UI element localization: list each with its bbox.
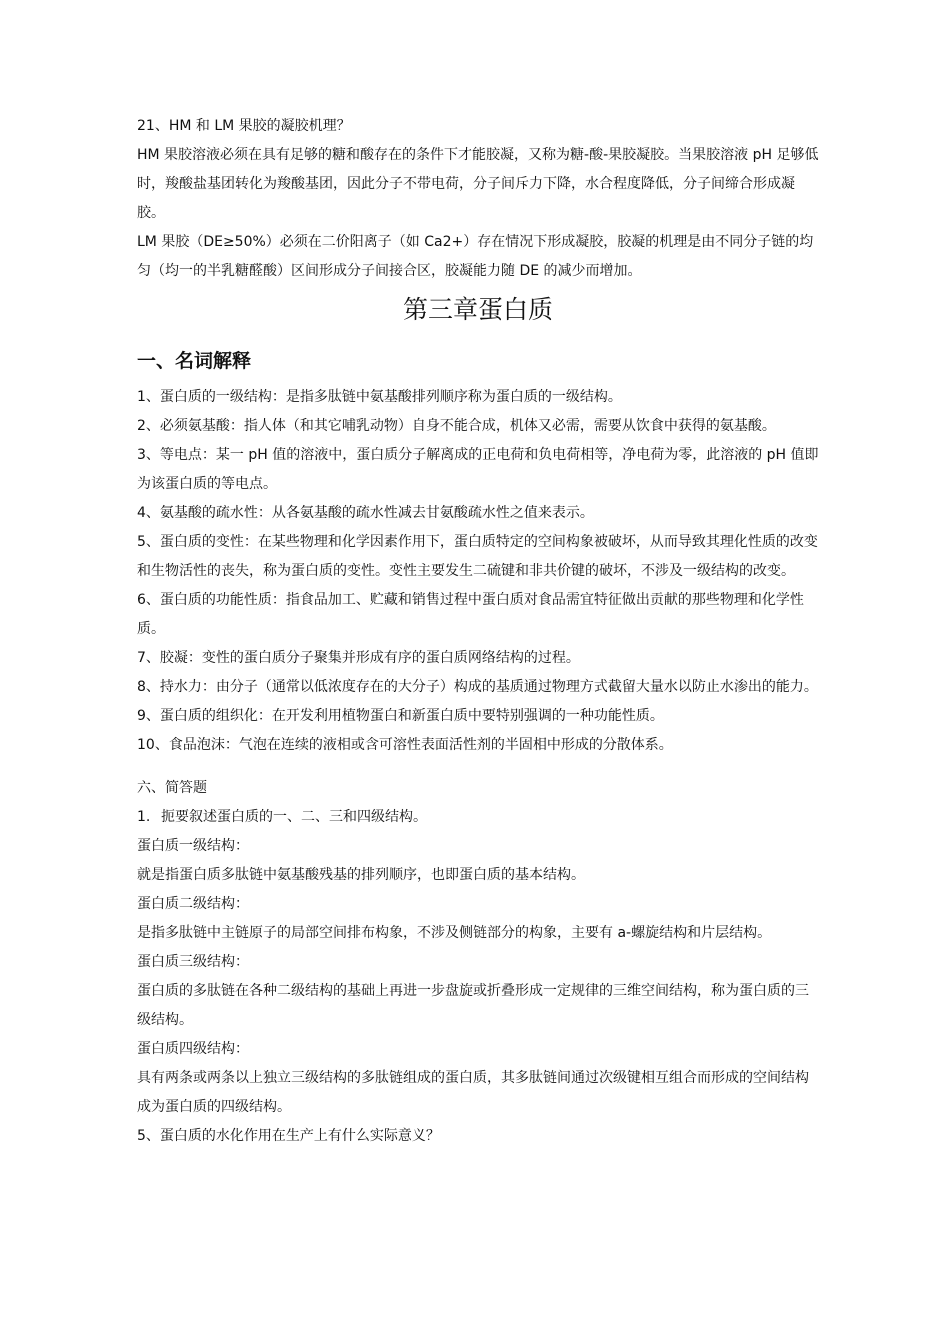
section-title-definitions: 一、名词解释 xyxy=(137,350,252,372)
question-21-hm-answer: HM 果胶溶液必须在具有足够的糖和酸存在的条件下才能胶凝，又称为糖-酸-果胶凝胶。当果胶溶液 pH 足够低时，羧酸盐基团转化为羧酸基团，因此分子不带电荷，分子间斥力下降，水合程度降低，分子间缔合形成凝胶。 xyxy=(137,147,819,221)
definition-item: 10、食品泡沫：气泡在连续的液相或含可溶性表面活性剂的半固相中形成的分散体系。 xyxy=(137,737,673,753)
question-1-title xyxy=(137,803,819,832)
question-21-lm-answer: LM 果胶（DE≥50%）必须在二价阳离子（如 Ca2+）存在情况下形成凝胶，胶凝的机理是由不同分子链的均匀（均一的半乳糖醛酸）区间形成分子间接合区，胶凝能力随 DE 的减少而增加。 xyxy=(137,234,814,279)
question-21-title: 21、HM 和 LM 果胶的凝胶机理？ xyxy=(137,118,351,134)
definition-item: 3、等电点：某一 pH 值的溶液中，蛋白质分子解离成的正电荷和负电荷相等，净电荷为零，此溶液的 pH 值即为该蛋白质的等电点。 xyxy=(137,447,819,492)
tertiary-structure-text: 蛋白质的多肽链在各种二级结构的基础上再进一步盘旋或折叠形成一定规律的三维空间结构，称为蛋白质的三级结构。 xyxy=(137,983,809,1028)
spacer xyxy=(137,760,819,774)
question-5-title: 5、蛋白质的水化作用在生产上有什么实际意义？ xyxy=(137,1128,440,1144)
primary-structure-text: 就是指蛋白质多肽链中氨基酸残基的排列顺序，也即蛋白质的基本结构。 xyxy=(137,867,585,883)
definition-item: 5、蛋白质的变性：在某些物理和化学因素作用下，蛋白质特定的空间构象被破坏，从而导致其理化性质的改变和生物活性的丧失，称为蛋白质的变性。变性主要发生二硫键和非共价键的破坏，不涉及一级结构的改变。 xyxy=(137,534,818,579)
definition-item: 4、氨基酸的疏水性：从各氨基酸的疏水性减去甘氨酸疏水性之值来表示。 xyxy=(137,505,594,521)
section-title-short-answers: 六、简答题 xyxy=(137,780,207,796)
definition-item: 6、蛋白质的功能性质：指食品加工、贮藏和销售过程中蛋白质对食品需宜特征做出贡献的那些物理和化学性质。 xyxy=(137,592,804,637)
question-1-number: 1. xyxy=(137,809,151,825)
document-body xyxy=(137,112,819,1151)
definition-item: 8、持水力：由分子（通常以低浓度存在的大分子）构成的基质通过物理方式截留大量水以防止水渗出的能力。 xyxy=(137,679,818,695)
secondary-structure-label: 蛋白质二级结构： xyxy=(137,896,249,912)
quaternary-structure-text: 具有两条或两条以上独立三级结构的多肽链组成的蛋白质，其多肽链间通过次级键相互组合而形成的空间结构成为蛋白质的四级结构。 xyxy=(137,1070,809,1115)
definition-item: 1、蛋白质的一级结构：是指多肽链中氨基酸排列顺序称为蛋白质的一级结构。 xyxy=(137,389,622,405)
definition-item: 2、必须氨基酸：指人体（和其它哺乳动物）自身不能合成，机体又必需，需要从饮食中获得的氨基酸。 xyxy=(137,418,776,434)
quaternary-structure-label: 蛋白质四级结构： xyxy=(137,1041,249,1057)
tertiary-structure-label: 蛋白质三级结构： xyxy=(137,954,249,970)
primary-structure-label: 蛋白质一级结构： xyxy=(137,838,249,854)
definition-item: 7、胶凝：变性的蛋白质分子聚集并形成有序的蛋白质网络结构的过程。 xyxy=(137,650,580,666)
question-1-text: 扼要叙述蛋白质的一、二、三和四级结构。 xyxy=(161,809,427,825)
chapter-title: 第三章蛋白质 xyxy=(402,295,553,324)
definition-item: 9、蛋白质的组织化：在开发利用植物蛋白和新蛋白质中要特别强调的一种功能性质。 xyxy=(137,708,664,724)
secondary-structure-text: 是指多肽链中主链原子的局部空间排布构象，不涉及侧链部分的构象，主要有 a-螺旋结构和片层结构。 xyxy=(137,925,772,941)
